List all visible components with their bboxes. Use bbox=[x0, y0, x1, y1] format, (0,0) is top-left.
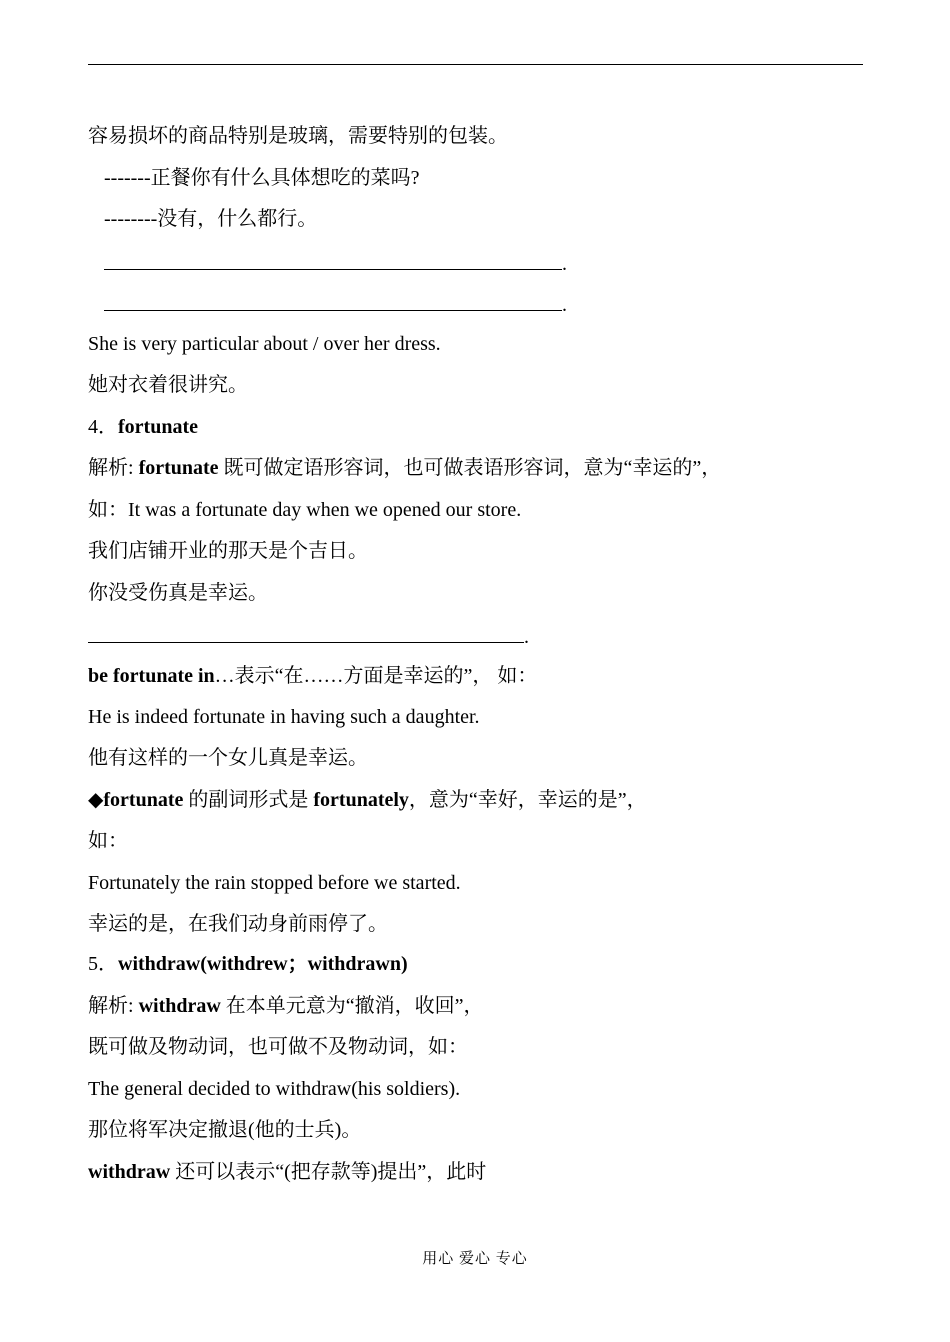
text-span: 既可做及物动词，也可做不及物动词，如： bbox=[88, 1036, 468, 1058]
text-span: . bbox=[524, 626, 529, 648]
text-span: -------正餐你有什么具体想吃的菜吗? bbox=[104, 167, 420, 189]
analysis-line bbox=[88, 994, 484, 1018]
text-span: 容易损坏的商品特别是玻璃，需要特别的包装。 bbox=[88, 125, 508, 147]
translation-blank bbox=[104, 290, 567, 317]
keyword: withdraw bbox=[88, 1161, 171, 1183]
text-span: ，意为“幸好，幸运的是”， bbox=[408, 789, 647, 811]
text-span: --------没有，什么都行。 bbox=[104, 208, 318, 230]
translation-blank bbox=[88, 622, 529, 649]
page-footer: 用心 爱心 专心 bbox=[422, 1251, 528, 1267]
header-rule bbox=[88, 64, 863, 65]
diamond-bullet: ◆ bbox=[88, 789, 104, 811]
text-line bbox=[88, 829, 128, 853]
example-sentence bbox=[88, 498, 521, 522]
keyword: fortunate bbox=[103, 789, 184, 811]
section-heading bbox=[88, 952, 408, 976]
text-span: 我们店铺开业的那天是个吉日。 bbox=[88, 540, 368, 562]
example-sentence bbox=[88, 705, 480, 729]
section-number: 4． bbox=[88, 416, 118, 438]
example-sentence bbox=[88, 332, 441, 356]
section-heading bbox=[88, 415, 198, 439]
text-span: 幸运的是，在我们动身前雨停了。 bbox=[88, 913, 388, 935]
text-span: 那位将军决定撤退(他的士兵)。 bbox=[88, 1119, 362, 1141]
dialogue-line bbox=[104, 166, 420, 190]
dialogue-line bbox=[104, 207, 317, 231]
answer-blank bbox=[104, 249, 562, 270]
translation-line bbox=[88, 539, 368, 563]
text-span: 解析: bbox=[88, 457, 139, 479]
keyword: withdraw bbox=[138, 995, 221, 1017]
text-span: 他有这样的一个女儿真是幸运。 bbox=[88, 747, 368, 769]
text-line bbox=[88, 1035, 468, 1059]
text-span: 在本单元意为“撤消，收回”， bbox=[220, 995, 484, 1017]
text-span: . bbox=[562, 294, 567, 316]
translation-line bbox=[88, 746, 368, 770]
text-span: 你没受伤真是幸运。 bbox=[88, 582, 268, 604]
text-span: 如： bbox=[88, 830, 128, 852]
analysis-line bbox=[88, 456, 721, 480]
keyword: fortunately bbox=[313, 789, 409, 811]
note-line bbox=[88, 788, 647, 812]
keyword: fortunate bbox=[138, 457, 219, 479]
text-line bbox=[88, 124, 508, 148]
keyword: fortunate bbox=[118, 416, 198, 438]
example-sentence bbox=[88, 871, 461, 895]
analysis-line bbox=[88, 1160, 486, 1184]
text-span: 既可做定语形容词，也可做表语形容词，意为“幸运的”， bbox=[218, 457, 722, 479]
exercise-prompt bbox=[88, 581, 268, 605]
text-span: 她对衣着很讲究。 bbox=[88, 374, 248, 396]
text-span: He is indeed fortunate in having such a daughter. bbox=[88, 706, 480, 728]
text-span: She is very particular about / over her dress. bbox=[88, 333, 441, 355]
keyword: be fortunate in bbox=[88, 665, 215, 687]
answer-blank bbox=[104, 290, 562, 311]
translation-line bbox=[88, 912, 388, 936]
text-span: 解析: bbox=[88, 995, 139, 1017]
example-sentence bbox=[88, 1077, 460, 1101]
text-span: …表示“在……方面是幸运的”， 如： bbox=[214, 665, 538, 687]
translation-blank bbox=[104, 249, 567, 276]
translation-line bbox=[88, 1118, 361, 1142]
text-span: The general decided to withdraw(his soldiers). bbox=[88, 1078, 461, 1100]
translation-line bbox=[88, 373, 248, 397]
phrase-line bbox=[88, 664, 537, 688]
text-span: . bbox=[562, 253, 567, 275]
answer-blank bbox=[88, 622, 524, 643]
section-number: 5． bbox=[88, 953, 118, 975]
keyword: withdraw(withdrew；withdrawn) bbox=[118, 953, 408, 975]
text-span: 还可以表示“(把存款等)提出”，此时 bbox=[170, 1161, 487, 1183]
text-span: 如：It was a fortunate day when we opened our store. bbox=[88, 499, 522, 521]
text-span: 的副词形式是 bbox=[183, 789, 314, 811]
text-span: Fortunately the rain stopped before we started. bbox=[88, 872, 461, 894]
